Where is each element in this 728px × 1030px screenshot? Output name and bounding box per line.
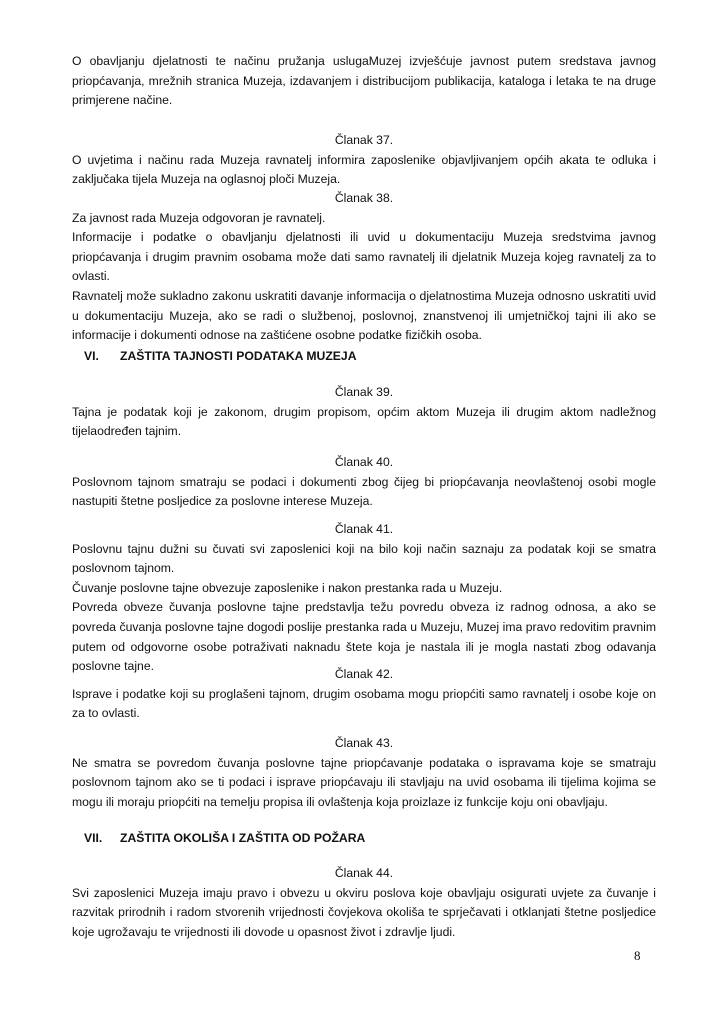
article-42 [72,665,656,724]
article-title: Članak 43. [334,736,394,750]
intro-paragraph: O obavljanju djelatnosti te načinu pružanja uslugaMuzej izvješćuje javnost putem sredstava javnog priopćavanja, mrežnih stranica Muzeja, izdavanjem i distribucijom publikacija, kataloga i letaka te na druge primjerene načine. [72,54,656,108]
article-40 [72,453,656,512]
section-title: ZAŠTITA OKOLIŠA I ZAŠTITA OD POŽARA [120,831,366,845]
article-title: Članak 41. [334,522,394,536]
article-title: Članak 44. [334,866,394,880]
article-paragraph: O uvjetima i načinu rada Muzeja ravnatelj informira zaposlenike objavljivanjem općih akata te odluka i zaključaka tijela Muzeja na oglasnoj ploči Muzeja. [72,152,656,187]
article-title: Članak 42. [334,667,394,681]
article-paragraph: Isprave i podatke koji su proglašeni tajnom, drugim osobama mogu priopćiti samo ravnatelj i osobe koje on za to ovlasti. [72,686,656,721]
article-paragraph: Poslovnu tajnu dužni su čuvati svi zaposlenici koji na bilo koji način saznaju za podatak koji se smatra poslovnom tajnom. [72,541,656,576]
page-number: 8 [634,948,641,963]
intro-block [72,52,656,111]
article-paragraph: Za javnost rada Muzeja odgovoran je ravnatelj. [72,210,326,225]
article-paragraph: Ne smatra se povredom čuvanja poslovne tajne priopćavanje podataka o ispravama koje se smatraju poslovnom tajnom ako se ti podaci i isprave priopćavaju ili stavljaju na uvid osobama ili tijelima kojima se mogu ili moraju priopćiti na temelju propisa ili ovlaštenja koja proizlaze iz funkcije koju oni obavljaju. [72,755,656,809]
article-paragraph: Ravnatelj može sukladno zakonu uskratiti davanje informacija o djelatnostima Muzeja odnosno uskratiti uvid u dokumentaciju Muzeja, ako se radi o službenoj, poslovnoj, znanstvenoj ili umjetničkoj tajni ili ako se informacije i dokumenti odnose na zaštićene osobne podatke fizičkih osoba. [72,288,656,343]
article-39 [72,383,656,442]
article-title: Članak 39. [334,385,394,399]
article-paragraph: Svi zaposlenici Muzeja imaju pravo i obvezu u okviru poslova koje obavljaju osigurati uvjete za čuvanje i razvitak prirodnih i radom stvorenih vrijednosti čovjekova okoliša te sprječavati i otklanjati štetne posljedice koje ugrožavaju te vrijednosti ili dovode u opasnost život i zdravlje ljudi. [72,885,656,939]
section-7-heading [72,829,656,849]
article-paragraph: Poslovnom tajnom smatraju se podaci i dokumenti zbog čijeg bi priopćavanja neovlaštenoj osobi mogle nastupiti štetne posljedice za poslovne interese Muzeja. [72,474,656,509]
article-37 [72,131,656,190]
section-6-heading [72,347,656,367]
article-38 [72,189,656,346]
article-41 [72,520,656,677]
article-paragraph: Povreda obveze čuvanja poslovne tajne predstavlja težu povredu obveza iz radnog odnosa, a ako se povreda čuvanja poslovne tajne dogodi poslije prestanka rada u Muzeju, Muzej ima pravo redovitim pravnim putem od odgovorne osobe potraživati naknadu štete koja je nastala ili je mogla nastati zbog odavanja poslovne tajne. [72,600,656,674]
article-paragraph: Tajna je podatak koji je zakonom, drugim propisom, općim aktom Muzeja ili drugim aktom nadležnog tijelaodređen tajnim. [72,404,656,439]
article-43 [72,734,656,812]
article-paragraph: Čuvanje poslovne tajne obvezuje zaposlenike i nakon prestanka rada u Muzeju. [72,580,503,595]
article-title: Članak 37. [334,133,394,147]
section-number: VI. [84,349,99,363]
article-title: Članak 40. [334,455,394,469]
section-title: ZAŠTITA TAJNOSTI PODATAKA MUZEJA [120,349,357,363]
article-44 [72,864,656,942]
article-paragraph: Informacije i podatke o obavljanju djelatnosti ili uvid u dokumentaciju Muzeja sredstvima javnog priopćavanja i drugim pravnim osobama može dati samo ravnatelj ili djelatnik Muzeja kojeg ravnatelj za to ovlasti. [72,230,656,284]
article-title: Članak 38. [334,191,394,205]
section-number: VII. [84,831,103,845]
